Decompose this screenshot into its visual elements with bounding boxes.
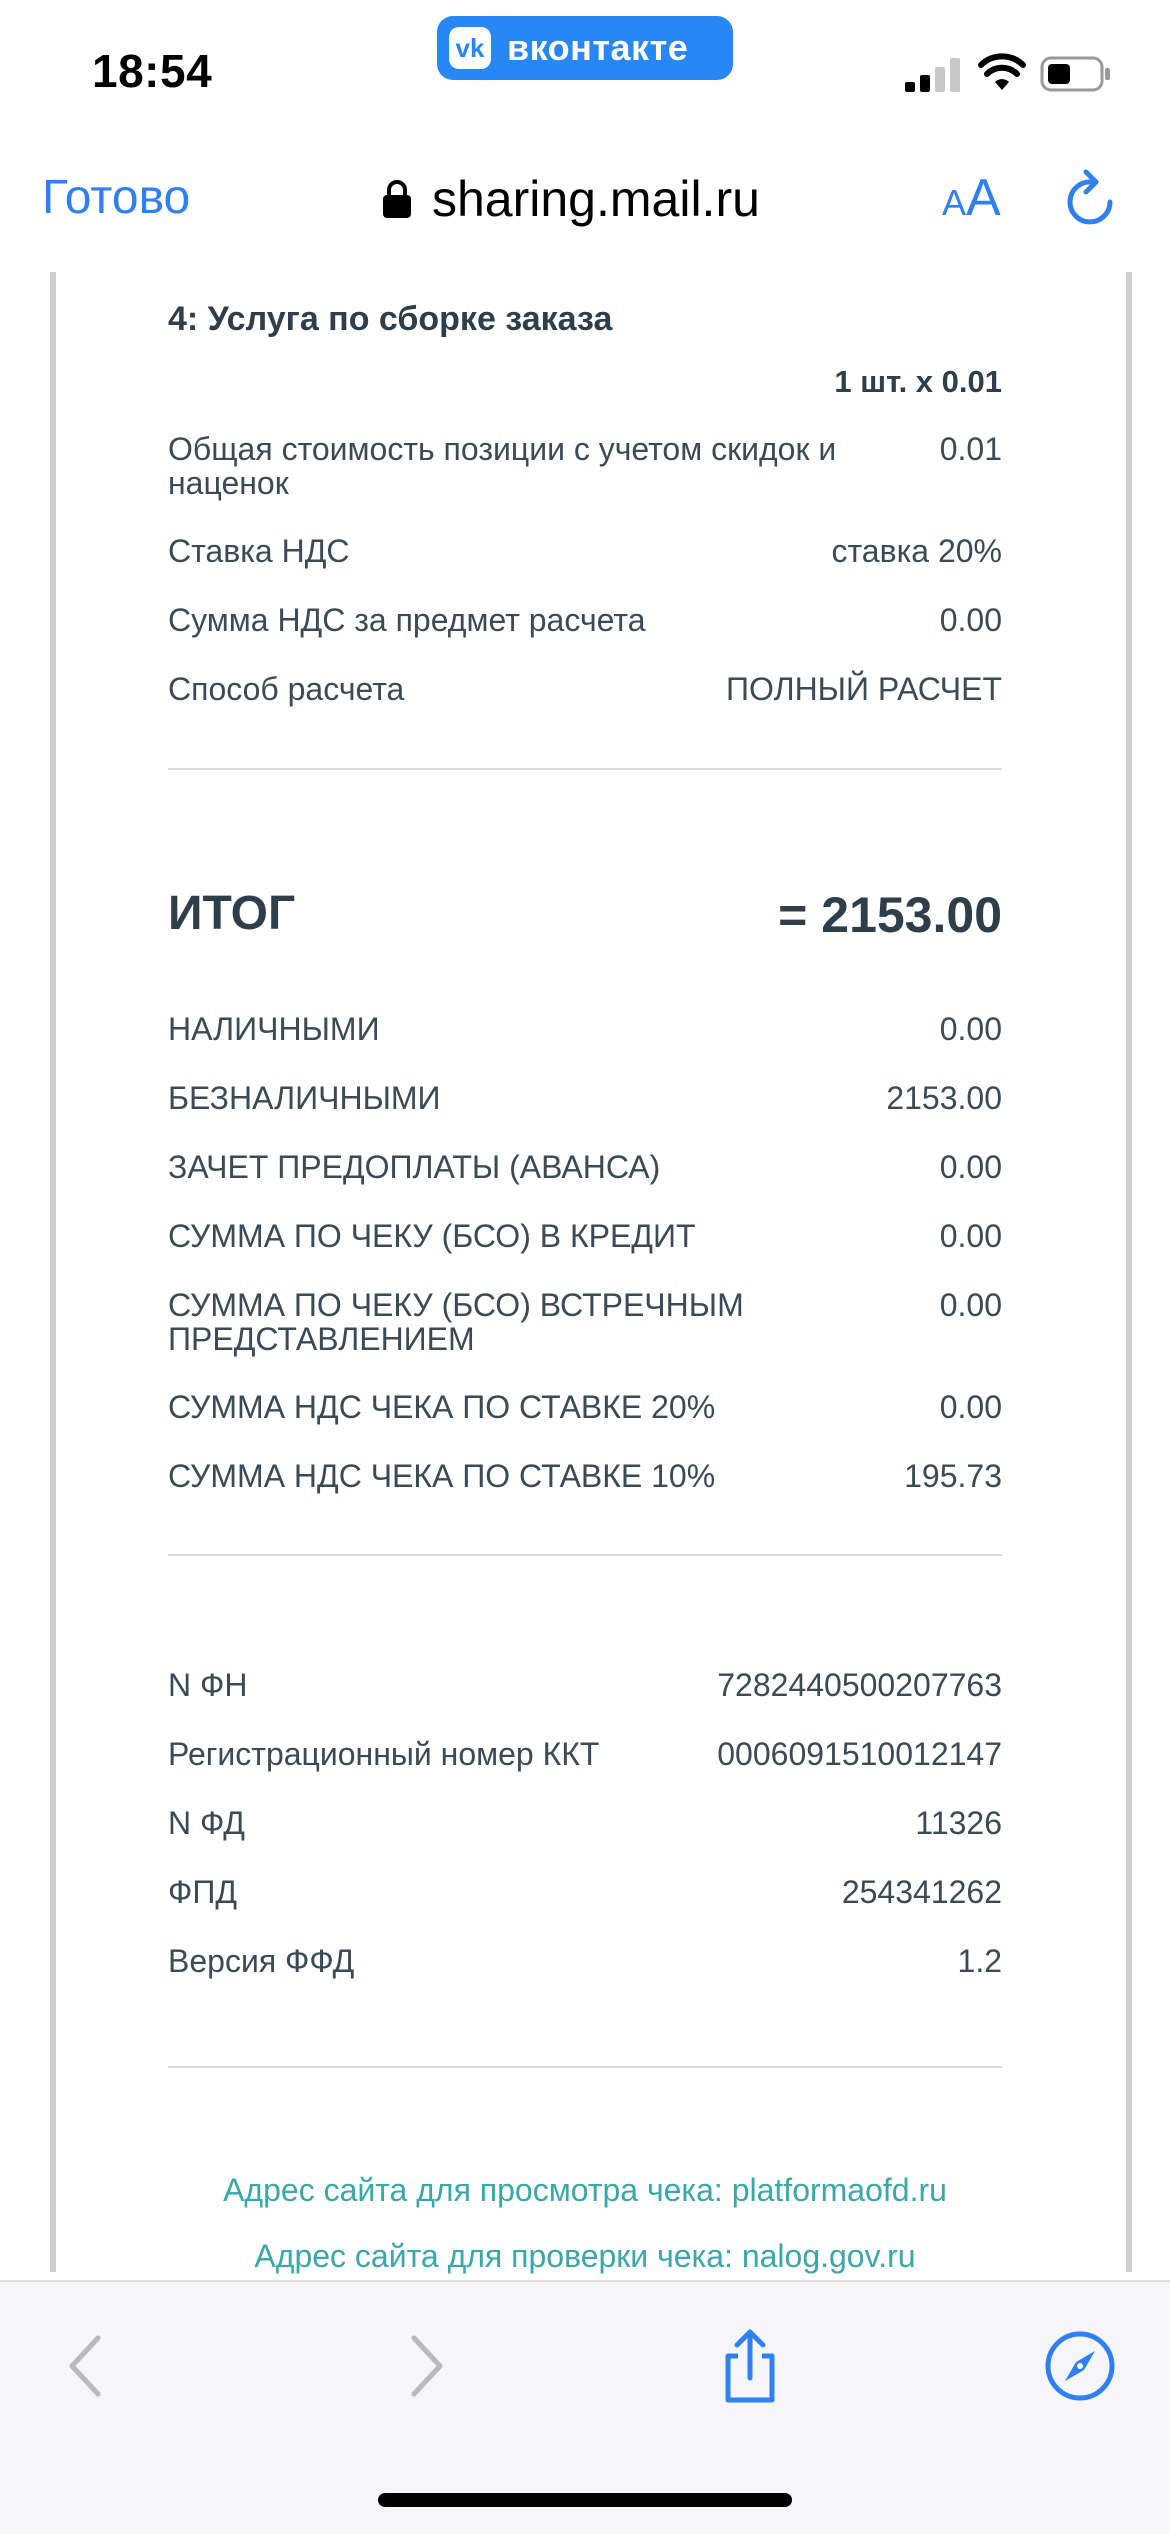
done-button[interactable]: Готово	[42, 171, 191, 224]
payment-row	[168, 1288, 1002, 1356]
row-label: СУММА ПО ЧЕКУ (БСО) ВСТРЕЧНЫМ ПРЕДСТАВЛЕНИЕМ	[168, 1287, 744, 1357]
vk-return-label: вконтакте	[507, 27, 689, 68]
back-icon[interactable]	[48, 2326, 128, 2406]
row-label: Общая стоимость позиции с учетом скидок и наценок	[168, 431, 837, 501]
row-value: ПОЛНЫЙ РАСЧЕТ	[726, 671, 1002, 707]
payment-row	[168, 1459, 1002, 1493]
row-label: Ставка НДС	[168, 533, 350, 569]
item-row	[168, 534, 1002, 568]
reload-icon[interactable]	[1062, 168, 1122, 232]
browser-nav-bar	[0, 130, 1170, 274]
receipt-view-link[interactable]: Адрес сайта для просмотра чека: platformaofd.ru	[223, 2172, 947, 2208]
item-quantity: 1 шт. x 0.01	[834, 364, 1002, 399]
payment-row	[168, 1390, 1002, 1424]
text-size-small-glyph: A	[942, 182, 967, 223]
row-label: СУММА НДС ЧЕКА ПО СТАВКЕ 20%	[168, 1389, 716, 1425]
row-label: Способ расчета	[168, 671, 405, 707]
fiscal-row	[168, 1668, 1002, 1702]
row-value: 0.00	[939, 602, 1002, 638]
row-label: ФПД	[168, 1874, 237, 1910]
row-value: 2153.00	[886, 1080, 1002, 1116]
row-label: БЕЗНАЛИЧНЫМИ	[168, 1080, 441, 1116]
divider	[168, 768, 1002, 770]
home-indicator	[378, 2493, 792, 2507]
row-value: 0.00	[939, 1218, 1002, 1254]
divider	[168, 2066, 1002, 2068]
forward-icon[interactable]	[384, 2326, 464, 2406]
row-value: 0.00	[939, 1011, 1002, 1047]
payment-row	[168, 1150, 1002, 1184]
row-label: N ФН	[168, 1667, 248, 1703]
item-title: 4: Услуга по сборке заказа	[168, 300, 613, 338]
compass-icon[interactable]	[1040, 2326, 1120, 2406]
lock-icon	[382, 179, 412, 219]
total-label: ИТОГ	[168, 887, 296, 940]
row-label: Регистрационный номер ККТ	[168, 1736, 600, 1772]
fiscal-row	[168, 1875, 1002, 1909]
battery-icon	[1040, 56, 1112, 92]
row-label: ЗАЧЕТ ПРЕДОПЛАТЫ (АВАНСА)	[168, 1149, 661, 1185]
row-value: 195.73	[904, 1458, 1002, 1494]
item-row	[168, 672, 1002, 706]
row-value: 0.01	[939, 431, 1002, 467]
text-size-large-glyph: A	[966, 169, 1001, 227]
row-label: НАЛИЧНЫМИ	[168, 1011, 380, 1047]
fiscal-row	[168, 1737, 1002, 1771]
vk-return-pill[interactable]	[437, 16, 733, 80]
row-value: 0.00	[939, 1287, 1002, 1323]
signal-icon	[905, 58, 961, 92]
row-value: 254341262	[841, 1874, 1002, 1910]
row-value: 0.00	[939, 1149, 1002, 1185]
row-label: Сумма НДС за предмет расчета	[168, 602, 646, 638]
row-value: 0.00	[939, 1389, 1002, 1425]
receipt-check-link[interactable]: Адрес сайта для проверки чека: nalog.gov.ru	[254, 2238, 916, 2274]
item-row	[168, 603, 1002, 637]
wifi-icon	[978, 54, 1026, 92]
row-value: 0006091510012147	[717, 1736, 1002, 1772]
address-bar[interactable]	[382, 164, 760, 234]
vk-logo-icon: vk	[449, 27, 491, 69]
row-value: 1.2	[957, 1943, 1002, 1979]
payment-row	[168, 1081, 1002, 1115]
payment-row	[168, 1219, 1002, 1253]
row-value: 7282440500207763	[717, 1667, 1002, 1703]
row-value: ставка 20%	[831, 533, 1002, 569]
total-value: = 2153.00	[778, 887, 1002, 943]
row-label: СУММА ПО ЧЕКУ (БСО) В КРЕДИТ	[168, 1218, 696, 1254]
row-value: 11326	[915, 1805, 1002, 1841]
status-time: 18:54	[92, 45, 213, 97]
row-label: N ФД	[168, 1805, 245, 1841]
web-content[interactable]	[0, 272, 1170, 2274]
divider	[168, 1554, 1002, 1556]
payment-row	[168, 1012, 1002, 1046]
item-row	[168, 432, 1002, 500]
fiscal-row	[168, 1944, 1002, 1978]
status-bar	[0, 0, 1170, 130]
fiscal-row	[168, 1806, 1002, 1840]
share-icon[interactable]	[710, 2326, 790, 2406]
url-text: sharing.mail.ru	[432, 171, 760, 227]
row-label: Версия ФФД	[168, 1943, 355, 1979]
text-size-button[interactable]	[942, 168, 1001, 228]
row-label: СУММА НДС ЧЕКА ПО СТАВКЕ 10%	[168, 1458, 716, 1494]
